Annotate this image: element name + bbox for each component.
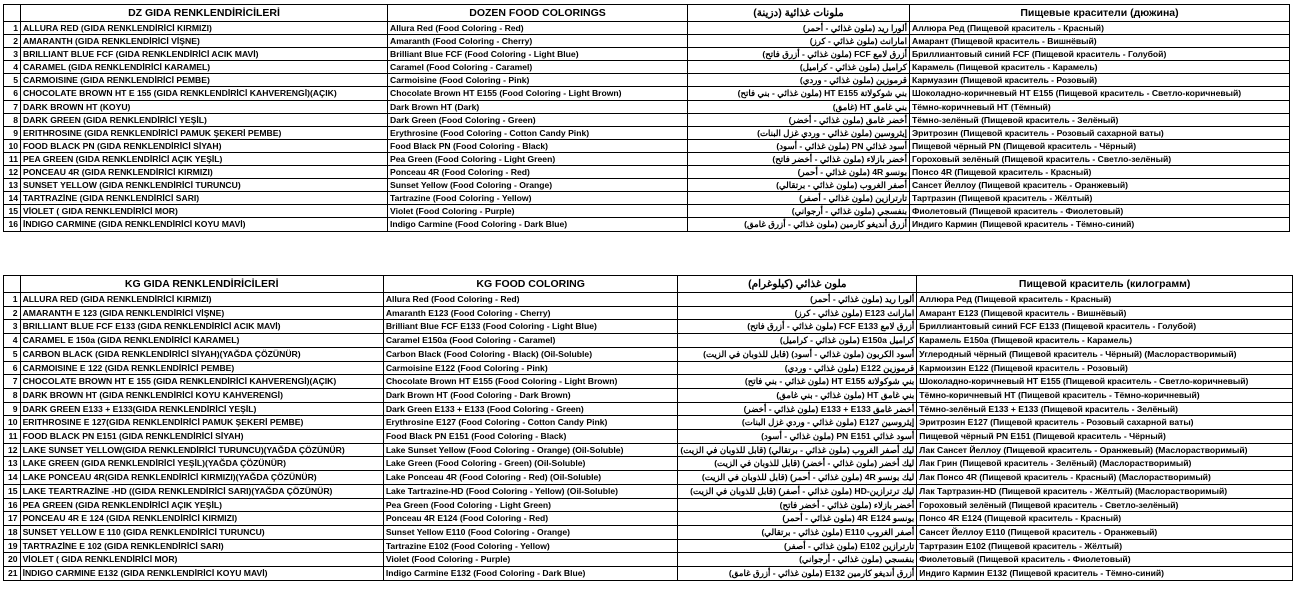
russian-name: Шоколадно-коричневый HT E155 (Пищевой краситель - Светло-коричневый)	[910, 87, 1290, 100]
english-name: Chocolate Brown HT E155 (Food Coloring - Light Brown)	[388, 87, 688, 100]
russian-name: Тартразин E102 (Пищевой краситель - Жёлтый)	[917, 539, 1293, 553]
russian-name: Индиго Кармин (Пищевой краситель - Тёмно-синий)	[910, 218, 1290, 231]
russian-name: Понсо 4R E124 (Пищевой краситель - Красный)	[917, 512, 1293, 526]
english-name: Ponceau 4R (Food Coloring - Red)	[388, 166, 688, 179]
header-arabic: ملونات غذائية (دزينة)	[688, 5, 910, 22]
arabic-name: أخضر غامق (ملون غذائي - أخضر)	[688, 113, 910, 126]
arabic-name: إيثروسين E127 (ملون غذائي - وردي غزل البنات)	[678, 416, 917, 430]
arabic-name: بونسو 4R (ملون غذائي - أحمر)	[688, 166, 910, 179]
header-number-cell	[4, 5, 21, 22]
table-row	[4, 402, 1293, 416]
turkish-name: CARAMEL E 150a (GIDA RENKLENDİRİCİ KARAMEL)	[20, 334, 383, 348]
arabic-name: أزرق لامع FCF E133 (ملون غذائي - أزرق فاتح)	[678, 320, 917, 334]
table-row	[4, 100, 1290, 113]
table-row	[4, 443, 1293, 457]
header-turkish: DZ GIDA RENKLENDİRİCİLERİ	[21, 5, 388, 22]
table-row	[4, 218, 1290, 231]
english-name: Dark Green (Food Coloring - Green)	[388, 113, 688, 126]
turkish-name: BRILLIANT BLUE FCF (GIDA RENKLENDİRİCİ ACIK MAVİ)	[21, 48, 388, 61]
russian-name: Тёмно-коричневый HT (Тёмный)	[910, 100, 1290, 113]
russian-name: Лак Тартразин-HD (Пищевой краситель - Жёлтый) (Маслорастворимый)	[917, 484, 1293, 498]
arabic-name: أسود غذائي PN E151 (ملون غذائي - أسود)	[678, 430, 917, 444]
english-name: Dark Brown HT (Dark)	[388, 100, 688, 113]
russian-name: Понсо 4R (Пищевой краситель - Красный)	[910, 166, 1290, 179]
table-row	[4, 430, 1293, 444]
row-number: 17	[4, 512, 21, 526]
table-row	[4, 179, 1290, 192]
table-row	[4, 361, 1293, 375]
english-name: Tartrazine (Food Coloring - Yellow)	[388, 192, 688, 205]
row-number: 2	[4, 306, 21, 320]
russian-name: Углеродный чёрный (Пищевой краситель - Чёрный) (Маслорастворимый)	[917, 347, 1293, 361]
english-name: Carmoisine E122 (Food Coloring - Pink)	[383, 361, 678, 375]
table-row	[4, 457, 1293, 471]
table-row	[4, 388, 1293, 402]
turkish-name: LAKE GREEN (GIDA RENKLENDİRİCİ YEŞİL)(YAĞDA ÇÖZÜNÜR)	[20, 457, 383, 471]
turkish-name: ALLURA RED (GIDA RENKLENDİRİCİ KIRMIZI)	[21, 22, 388, 35]
arabic-name: قرموزين (ملون غذائي - وردي)	[688, 74, 910, 87]
russian-name: Фиолетовый (Пищевой краситель - Фиолетовый)	[910, 205, 1290, 218]
english-name: Sunset Yellow (Food Coloring - Orange)	[388, 179, 688, 192]
english-name: Food Black PN E151 (Food Coloring - Black)	[383, 430, 678, 444]
turkish-name: FOOD BLACK PN E151 (GIDA RENKLENDİRİCİ SİYAH)	[20, 430, 383, 444]
header-english: KG FOOD COLORING	[383, 276, 678, 293]
russian-name: Фиолетовый (Пищевой краситель - Фиолетовый)	[917, 553, 1293, 567]
english-name: Pea Green (Food Coloring - Light Green)	[388, 152, 688, 165]
table-row	[4, 567, 1293, 581]
english-name: Violet (Food Coloring - Purple)	[388, 205, 688, 218]
table-row	[4, 334, 1293, 348]
row-number: 2	[4, 35, 21, 48]
russian-name: Шоколадно-коричневый HT E155 (Пищевой краситель - Светло-коричневый)	[917, 375, 1293, 389]
english-name: Allura Red (Food Coloring - Red)	[388, 22, 688, 35]
russian-name: Гороховый зелёный (Пищевой краситель - Светло-зелёный)	[910, 152, 1290, 165]
row-number: 15	[4, 205, 21, 218]
row-number: 14	[4, 471, 21, 485]
english-name: Erythrosine (Food Coloring - Cotton Candy Pink)	[388, 126, 688, 139]
turkish-name: ERITHROSINE E 127(GIDA RENKLENDİRİCİ PAMUK ŞEKERİ PEMBE)	[20, 416, 383, 430]
russian-name: Пищевой чёрный PN (Пищевой краситель - Чёрный)	[910, 139, 1290, 152]
russian-name: Бриллиантовый синий FCF E133 (Пищевой краситель - Голубой)	[917, 320, 1293, 334]
english-name: Lake Sunset Yellow (Food Coloring - Orange) (Oil-Soluble)	[383, 443, 678, 457]
row-number: 5	[4, 74, 21, 87]
row-number: 9	[4, 126, 21, 139]
turkish-name: PONCEAU 4R E 124 (GIDA RENKLENDİRİCİ KIRMIZI)	[20, 512, 383, 526]
table-row	[4, 375, 1293, 389]
turkish-name: DARK BROWN HT (GIDA RENKLENDİRİCİ KOYU KAHVERENGİ)	[20, 388, 383, 402]
table-row	[4, 61, 1290, 74]
row-number: 21	[4, 567, 21, 581]
russian-name: Пищевой чёрный PN E151 (Пищевой краситель - Чёрный)	[917, 430, 1293, 444]
russian-name: Бриллиантовый синий FCF (Пищевой краситель - Голубой)	[910, 48, 1290, 61]
arabic-name: أخضر بازلاء (ملون غذائي - أخضر فاتح)	[678, 498, 917, 512]
english-name: Indigo Carmine E132 (Food Coloring - Dark Blue)	[383, 567, 678, 581]
arabic-name: أصفر الغروب E110 (ملون غذائي - برتقالي)	[678, 525, 917, 539]
arabic-name: بنفسجي (ملون غذائي - أرجواني)	[678, 553, 917, 567]
arabic-name: قرموزين E122 (ملون غذائي - وردي)	[678, 361, 917, 375]
row-number: 3	[4, 48, 21, 61]
russian-name: Тёмно-зелёный E133 + E133 (Пищевой краситель - Зелёный)	[917, 402, 1293, 416]
english-name: Carbon Black (Food Coloring - Black) (Oil-Soluble)	[383, 347, 678, 361]
table-row	[4, 48, 1290, 61]
russian-name: Гороховый зелёный (Пищевой краситель - Светло-зелёный)	[917, 498, 1293, 512]
russian-name: Кармуазин (Пищевой краситель - Розовый)	[910, 74, 1290, 87]
turkish-name: TARTRAZİNE E 102 (GIDA RENKLENDİRİCİ SARI)	[20, 539, 383, 553]
english-name: Caramel E150a (Food Coloring - Caramel)	[383, 334, 678, 348]
english-name: Dark Green E133 + E133 (Food Coloring - Green)	[383, 402, 678, 416]
turkish-name: LAKE TEARTRAZİNE -HD ((GIDA RENKLENDİRİCİ SARI)(YAĞDA ÇÖZÜNÜR)	[20, 484, 383, 498]
header-english: DOZEN FOOD COLORINGS	[388, 5, 688, 22]
english-name: Indigo Carmine (Food Coloring - Dark Blue)	[388, 218, 688, 231]
russian-name: Эритрозин E127 (Пищевой краситель - Розовый сахарной ваты)	[917, 416, 1293, 430]
turkish-name: CARBON BLACK (GIDA RENKLENDİRİCİ SİYAH)(YAĞDA ÇÖZÜNÜR)	[20, 347, 383, 361]
arabic-name: أزرق أنديغو كارمين E132 (ملون غذائي - أزرق غامق)	[678, 567, 917, 581]
english-name: Ponceau 4R E124 (Food Coloring - Red)	[383, 512, 678, 526]
row-number: 15	[4, 484, 21, 498]
table-row	[4, 484, 1293, 498]
table-row	[4, 126, 1290, 139]
arabic-name: أخضر غامق E133 + E133 (ملون غذائي - أخضر)	[678, 402, 917, 416]
turkish-name: PONCEAU 4R (GIDA RENKLENDİRİCİ KIRMIZI)	[21, 166, 388, 179]
table-row	[4, 152, 1290, 165]
english-name: Brilliant Blue FCF (Food Coloring - Light Blue)	[388, 48, 688, 61]
table-row	[4, 553, 1293, 567]
english-name: Dark Brown HT (Food Coloring - Dark Brown)	[383, 388, 678, 402]
turkish-name: TARTRAZİNE (GIDA RENKLENDİRİCİ SARI)	[21, 192, 388, 205]
turkish-name: AMARANTH E 123 (GIDA RENKLENDİRİCİ VİŞNE)	[20, 306, 383, 320]
table-row	[4, 320, 1293, 334]
table-header-row	[4, 5, 1290, 22]
russian-name: Аллюра Ред (Пищевой краситель - Красный)	[917, 293, 1293, 307]
arabic-name: ليك بونسو 4R (ملون غذائي - أحمر) (قابل للذوبان في الزيت)	[678, 471, 917, 485]
turkish-name: DARK BROWN HT (KOYU)	[21, 100, 388, 113]
row-number: 10	[4, 416, 21, 430]
english-name: Amaranth (Food Coloring - Cherry)	[388, 35, 688, 48]
row-number: 4	[4, 61, 21, 74]
english-name: Lake Ponceau 4R (Food Coloring - Red) (Oil-Soluble)	[383, 471, 678, 485]
turkish-name: CARAMEL (GIDA RENKLENDİRİCİ KARAMEL)	[21, 61, 388, 74]
arabic-name: بني غامق HT (غامق)	[688, 100, 910, 113]
table-row	[4, 498, 1293, 512]
arabic-name: أسود غذائي PN (ملون غذائي - أسود)	[688, 139, 910, 152]
english-name: Amaranth E123 (Food Coloring - Cherry)	[383, 306, 678, 320]
arabic-name: أسود الكربون (ملون غذائي - أسود) (قابل للذوبان في الزيت)	[678, 347, 917, 361]
turkish-name: SUNSET YELLOW E 110 (GIDA RENKLENDİRİCİ TURUNCU)	[20, 525, 383, 539]
table-row	[4, 471, 1293, 485]
table-row	[4, 306, 1293, 320]
turkish-name: PEA GREEN (GIDA RENKLENDİRİCİ AÇIK YEŞİL)	[21, 152, 388, 165]
table-row	[4, 539, 1293, 553]
russian-name: Тёмно-зелёный (Пищевой краситель - Зелёный)	[910, 113, 1290, 126]
english-name: Lake Green (Food Coloring - Green) (Oil-Soluble)	[383, 457, 678, 471]
arabic-name: تارترازين E102 (ملون غذائي - أصفر)	[678, 539, 917, 553]
row-number: 7	[4, 375, 21, 389]
dozen-colorings-table	[3, 4, 1290, 232]
russian-name: Амарант (Пищевой краситель - Вишнёвый)	[910, 35, 1290, 48]
row-number: 8	[4, 113, 21, 126]
russian-name: Сансет Йеллоу (Пищевой краситель - Оранжевый)	[910, 179, 1290, 192]
arabic-name: امارانث (ملون غذائي - كرز)	[688, 35, 910, 48]
arabic-name: إيثروسين (ملون غذائي - وردي غزل البنات)	[688, 126, 910, 139]
turkish-name: LAKE SUNSET YELLOW(GIDA RENKLENDİRİCİ TURUNCU)(YAĞDA ÇÖZÜNÜR)	[20, 443, 383, 457]
russian-name: Карамель E150a (Пищевой краситель - Карамель)	[917, 334, 1293, 348]
row-number: 12	[4, 166, 21, 179]
row-number: 11	[4, 430, 21, 444]
russian-name: Лак Сансет Йеллоу (Пищевой краситель - Оранжевый) (Маслорастворимый)	[917, 443, 1293, 457]
arabic-name: كراميل (ملون غذائي - كراميل)	[688, 61, 910, 74]
arabic-name: أصفر الغروب (ملون غذائي - برتقالي)	[688, 179, 910, 192]
row-number: 5	[4, 347, 21, 361]
russian-name: Кармоизин E122 (Пищевой краситель - Розовый)	[917, 361, 1293, 375]
table-row	[4, 22, 1290, 35]
turkish-name: FOOD BLACK PN (GIDA RENKLENDİRİCİ SİYAH)	[21, 139, 388, 152]
russian-name: Лак Грин (Пищевой краситель - Зелёный) (Маслорастворимый)	[917, 457, 1293, 471]
table-row	[4, 166, 1290, 179]
russian-name: Аллюра Ред (Пищевой краситель - Красный)	[910, 22, 1290, 35]
turkish-name: VİOLET ( GIDA RENKLENDİRİCİ MOR)	[21, 205, 388, 218]
turkish-name: İNDIGO CARMINE E132 (GIDA RENKLENDİRİCİ KOYU MAVİ)	[20, 567, 383, 581]
english-name: Sunset Yellow E110 (Food Coloring - Orange)	[383, 525, 678, 539]
english-name: Tartrazine E102 (Food Coloring - Yellow)	[383, 539, 678, 553]
table-row	[4, 416, 1293, 430]
arabic-name: كراميل E150a (ملون غذائي - كراميل)	[678, 334, 917, 348]
row-number: 13	[4, 457, 21, 471]
turkish-name: DARK GREEN (GIDA RENKLENDİRİCİ YEŞİL)	[21, 113, 388, 126]
table-row	[4, 87, 1290, 100]
english-name: Food Black PN (Food Coloring - Black)	[388, 139, 688, 152]
turkish-name: CARMOISINE E 122 (GIDA RENKLENDİRİCİ PEMBE)	[20, 361, 383, 375]
english-name: Chocolate Brown HT E155 (Food Coloring - Light Brown)	[383, 375, 678, 389]
russian-name: Индиго Кармин E132 (Пищевой краситель - Тёмно-синий)	[917, 567, 1293, 581]
turkish-name: ERITHROSINE (GIDA RENKLENDİRİCİ PAMUK ŞEKERİ PEMBE)	[21, 126, 388, 139]
russian-name: Сансет Йеллоу E110 (Пищевой краситель - Оранжевый)	[917, 525, 1293, 539]
row-number: 13	[4, 179, 21, 192]
row-number: 1	[4, 22, 21, 35]
arabic-name: ألورا ريد (ملون غذائي - أحمر)	[688, 22, 910, 35]
arabic-name: بني شوكولاتة HT E155 (ملون غذائي - بني فاتح)	[688, 87, 910, 100]
header-turkish: KG GIDA RENKLENDİRİCİLERİ	[20, 276, 383, 293]
russian-name: Тартразин (Пищевой краситель - Жёлтый)	[910, 192, 1290, 205]
russian-name: Лак Понсо 4R (Пищевой краситель - Красный) (Маслорастворимый)	[917, 471, 1293, 485]
row-number: 16	[4, 218, 21, 231]
table-row	[4, 525, 1293, 539]
row-number: 18	[4, 525, 21, 539]
row-number: 16	[4, 498, 21, 512]
turkish-name: LAKE PONCEAU 4R(GIDA RENKLENDİRİCİ KIRMIZI)(YAĞDA ÇÖZÜNÜR)	[20, 471, 383, 485]
english-name: Violet (Food Coloring - Purple)	[383, 553, 678, 567]
turkish-name: VİOLET ( GIDA RENKLENDİRİCİ MOR)	[20, 553, 383, 567]
table-row	[4, 139, 1290, 152]
arabic-name: بونسو 4R E124 (ملون غذائي - أحمر)	[678, 512, 917, 526]
turkish-name: PEA GREEN (GIDA RENKLENDİRİCİ AÇIK YEŞİL)	[20, 498, 383, 512]
english-name: Pea Green (Food Coloring - Light Green)	[383, 498, 678, 512]
english-name: Erythrosine E127 (Food Coloring - Cotton Candy Pink)	[383, 416, 678, 430]
english-name: Lake Tartrazine-HD (Food Coloring - Yellow) (Oil-Soluble)	[383, 484, 678, 498]
table-row	[4, 113, 1290, 126]
row-number: 9	[4, 402, 21, 416]
english-name: Allura Red (Food Coloring - Red)	[383, 293, 678, 307]
arabic-name: بني شوكولاتة HT E155 (ملون غذائي - بني فاتح)	[678, 375, 917, 389]
russian-name: Карамель (Пищевой краситель - Карамель)	[910, 61, 1290, 74]
arabic-name: امارانث E123 (ملون غذائي - كرز)	[678, 306, 917, 320]
header-number-cell	[4, 276, 21, 293]
russian-name: Тёмно-коричневый HT (Пищевой краситель - Тёмно-коричневый)	[917, 388, 1293, 402]
russian-name: Амарант E123 (Пищевой краситель - Вишнёвый)	[917, 306, 1293, 320]
turkish-name: CHOCOLATE BROWN HT E 155 (GIDA RENKLENDİRİCİ KAHVERENGİ)(AÇIK)	[20, 375, 383, 389]
table-row	[4, 205, 1290, 218]
header-arabic: ملون غذائي (كيلوغرام)	[678, 276, 917, 293]
row-number: 4	[4, 334, 21, 348]
row-number: 19	[4, 539, 21, 553]
table-row	[4, 347, 1293, 361]
row-number: 6	[4, 361, 21, 375]
row-number: 3	[4, 320, 21, 334]
arabic-name: بني غامق HT (ملون غذائي - بني غامق)	[678, 388, 917, 402]
row-number: 8	[4, 388, 21, 402]
english-name: Brilliant Blue FCF E133 (Food Coloring - Light Blue)	[383, 320, 678, 334]
english-name: Caramel (Food Coloring - Caramel)	[388, 61, 688, 74]
turkish-name: SUNSET YELLOW (GIDA RENKLENDİRİCİ TURUNCU)	[21, 179, 388, 192]
turkish-name: İNDIGO CARMINE (GIDA RENKLENDİRİCİ KOYU MAVİ)	[21, 218, 388, 231]
arabic-name: ليك ترترازين-HD (ملون غذائي - أصفر) (قابل للذوبان في الزيت)	[678, 484, 917, 498]
arabic-name: أزرق لامع FCF (ملون غذائي - أزرق فاتح)	[688, 48, 910, 61]
turkish-name: DARK GREEN E133 + E133(GIDA RENKLENDİRİCİ YEŞİL)	[20, 402, 383, 416]
russian-name: Эритрозин (Пищевой краситель - Розовый сахарной ваты)	[910, 126, 1290, 139]
row-number: 14	[4, 192, 21, 205]
header-russian: Пищевой краситель (килограмм)	[917, 276, 1293, 293]
table-row	[4, 512, 1293, 526]
row-number: 20	[4, 553, 21, 567]
arabic-name: ليك أصفر الغروب (ملون غذائي - برتقالي) (قابل للذوبان في الزيت)	[678, 443, 917, 457]
table-row	[4, 293, 1293, 307]
turkish-name: ALLURA RED (GIDA RENKLENDİRİCİ KIRMIZI)	[20, 293, 383, 307]
table-header-row	[4, 276, 1293, 293]
arabic-name: بنفسجي (ملون غذائي - أرجواني)	[688, 205, 910, 218]
turkish-name: BRILLIANT BLUE FCF E133 (GIDA RENKLENDİRİCİ ACIK MAVİ)	[20, 320, 383, 334]
row-number: 10	[4, 139, 21, 152]
row-number: 12	[4, 443, 21, 457]
arabic-name: ألورا ريد (ملون غذائي - أحمر)	[678, 293, 917, 307]
table-row	[4, 74, 1290, 87]
row-number: 6	[4, 87, 21, 100]
arabic-name: تارترازين (ملون غذائي - أصفر)	[688, 192, 910, 205]
turkish-name: AMARANTH (GIDA RENKLENDİRİCİ VİŞNE)	[21, 35, 388, 48]
header-russian: Пищевые красители (дюжина)	[910, 5, 1290, 22]
row-number: 1	[4, 293, 21, 307]
table-row	[4, 192, 1290, 205]
arabic-name: أزرق أنديغو كارمين (ملون غذائي - أزرق غامق)	[688, 218, 910, 231]
arabic-name: ليك أخضر (ملون غذائي - أخضر) (قابل للذوبان في الزيت)	[678, 457, 917, 471]
row-number: 11	[4, 152, 21, 165]
turkish-name: CARMOISINE (GIDA RENKLENDİRİCİ PEMBE)	[21, 74, 388, 87]
arabic-name: أخضر بازلاء (ملون غذائي - أخضر فاتح)	[688, 152, 910, 165]
row-number: 7	[4, 100, 21, 113]
turkish-name: CHOCOLATE BROWN HT E 155 (GIDA RENKLENDİRİCİ KAHVERENGİ)(AÇIK)	[21, 87, 388, 100]
kg-colorings-table	[3, 275, 1293, 581]
english-name: Carmoisine (Food Coloring - Pink)	[388, 74, 688, 87]
table-row	[4, 35, 1290, 48]
